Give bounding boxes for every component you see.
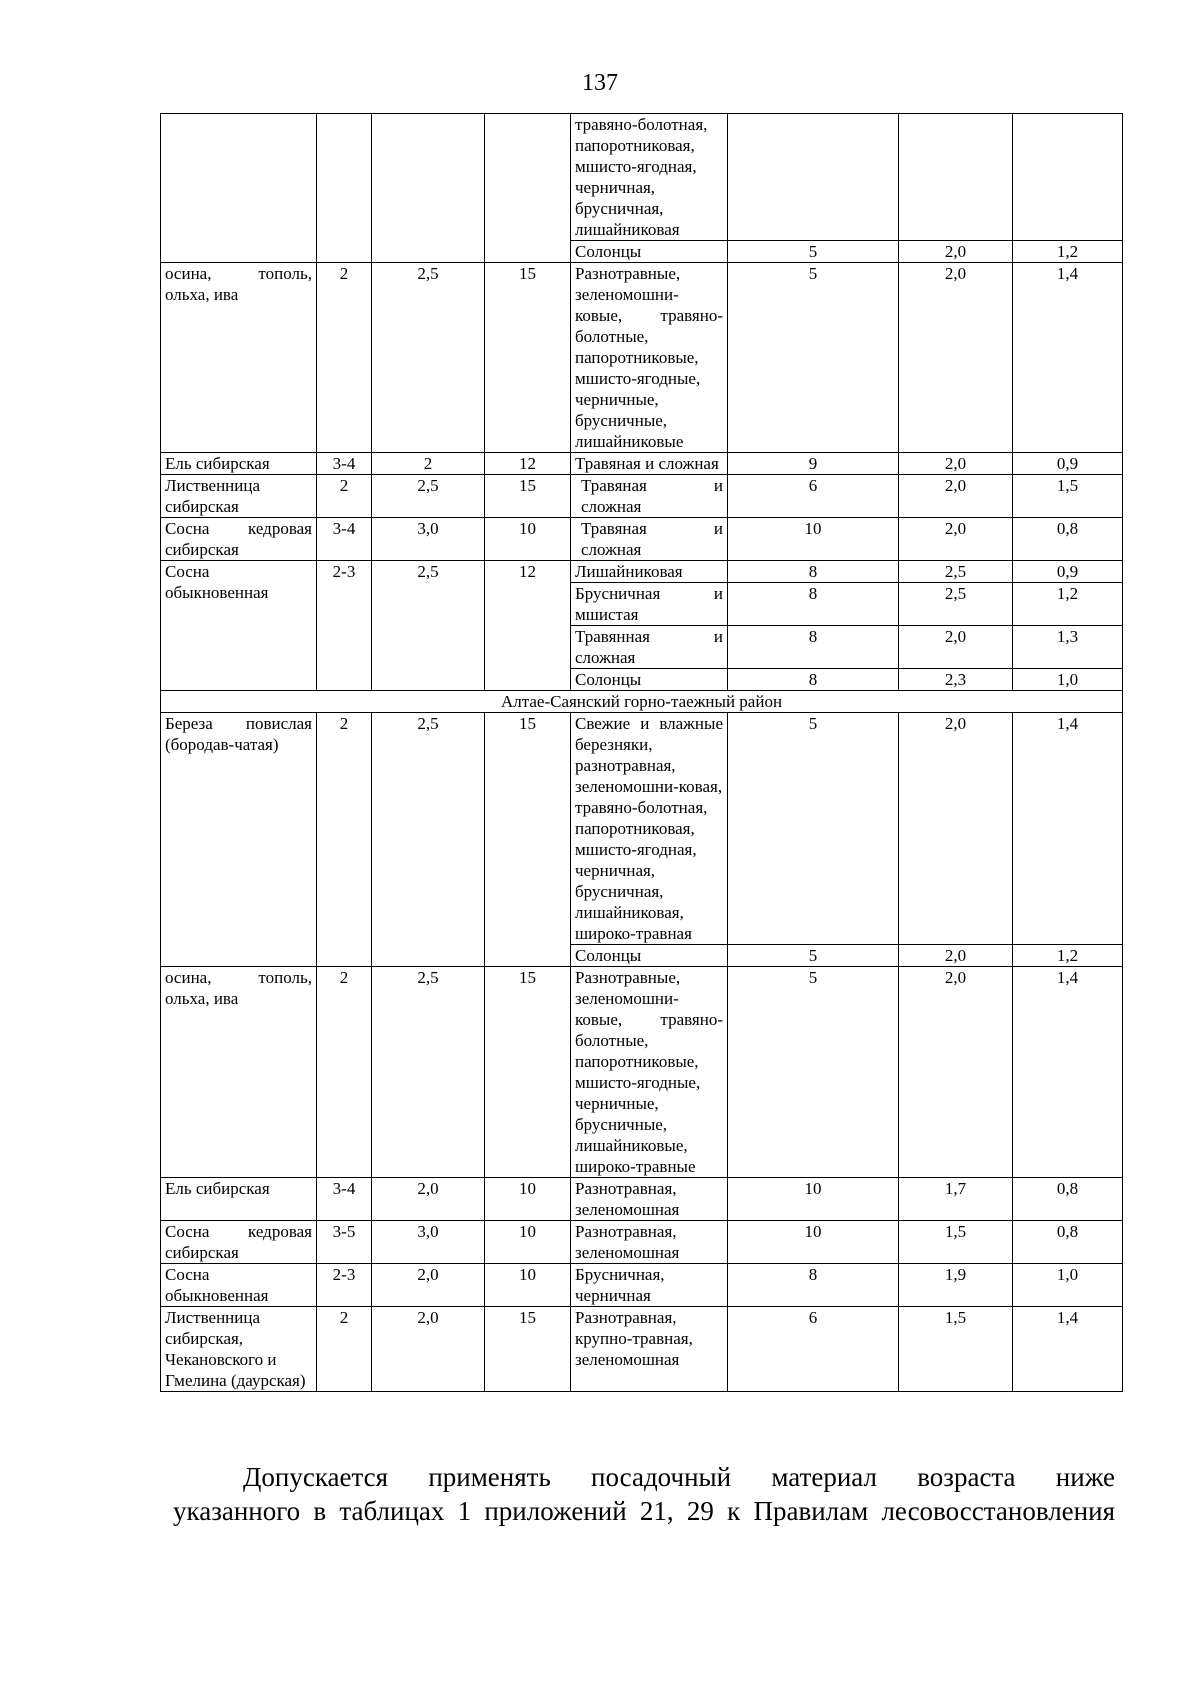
value-cell: 2,3 [899, 669, 1013, 691]
value-cell: 5 [728, 263, 899, 453]
value-cell: 5 [728, 945, 899, 967]
species-cell: осина, тополь, ольха, ива [161, 967, 317, 1178]
forest-type-cell: Травяная и сложная [571, 453, 728, 475]
value-cell: 1,2 [1013, 583, 1123, 626]
value-cell: 8 [728, 626, 899, 669]
value-cell: 1,4 [1013, 1307, 1123, 1392]
value-cell: 0,8 [1013, 1221, 1123, 1264]
value-cell [372, 114, 485, 263]
value-cell: 2-3 [317, 561, 372, 691]
value-cell: 0,8 [1013, 518, 1123, 561]
table-row [161, 453, 1123, 475]
table-row [161, 1264, 1123, 1307]
forest-type-cell: Разнотравные, зеленомошни-ковые, травяно-болотные, папоротниковые, мшисто-ягодные, черничные, брусничные, лишайниковые, широко-травные [571, 967, 728, 1178]
value-cell: 1,2 [1013, 945, 1123, 967]
value-cell [317, 114, 372, 263]
value-cell: 12 [485, 453, 571, 475]
species-cell: Сосна обыкновенная [161, 561, 317, 691]
species-cell: Сосна кедровая сибирская [161, 1221, 317, 1264]
forest-type-cell: Травяная и сложная [571, 518, 728, 561]
forest-type-cell: Солонцы [571, 241, 728, 263]
table-row [161, 518, 1123, 561]
value-cell: 10 [728, 1221, 899, 1264]
forest-type-cell: Травяная и сложная [571, 475, 728, 518]
region-header-row [161, 691, 1123, 713]
value-cell: 2,0 [899, 713, 1013, 945]
value-cell: 1,5 [1013, 475, 1123, 518]
paragraph-line: Допускается применять посадочный материал возраста ниже [243, 1462, 1115, 1492]
species-cell [161, 114, 317, 263]
value-cell: 3-4 [317, 518, 372, 561]
value-cell: 10 [485, 1221, 571, 1264]
value-cell: 2,0 [899, 263, 1013, 453]
value-cell: 2,5 [899, 583, 1013, 626]
value-cell: 1,4 [1013, 967, 1123, 1178]
value-cell: 8 [728, 561, 899, 583]
value-cell: 3,0 [372, 518, 485, 561]
value-cell: 2,0 [372, 1307, 485, 1392]
value-cell: 1,5 [899, 1221, 1013, 1264]
table-row [161, 263, 1123, 453]
value-cell [899, 114, 1013, 241]
value-cell: 2 [317, 967, 372, 1178]
value-cell: 5 [728, 241, 899, 263]
value-cell: 6 [728, 1307, 899, 1392]
value-cell [1013, 114, 1123, 241]
table-row [161, 967, 1123, 1178]
region-header: Алтае-Саянский горно-таежный район [161, 691, 1123, 713]
forest-type-cell: Лишайниковая [571, 561, 728, 583]
value-cell: 2,5 [372, 475, 485, 518]
value-cell: 10 [485, 518, 571, 561]
value-cell: 9 [728, 453, 899, 475]
value-cell: 2,5 [372, 713, 485, 967]
planting-norms-table [160, 113, 1123, 1392]
value-cell: 10 [728, 1178, 899, 1221]
page-number: 137 [582, 70, 618, 96]
forest-type-cell: Разнотравная, зеленомошная [571, 1221, 728, 1264]
value-cell: 1,5 [899, 1307, 1013, 1392]
value-cell: 15 [485, 1307, 571, 1392]
value-cell: 2,0 [899, 626, 1013, 669]
value-cell: 2 [317, 1307, 372, 1392]
value-cell: 1,0 [1013, 1264, 1123, 1307]
table-row [161, 713, 1123, 945]
species-cell: Береза повислая (бородав-чатая) [161, 713, 317, 967]
table-row [161, 475, 1123, 518]
table-row [161, 1221, 1123, 1264]
value-cell: 2-3 [317, 1264, 372, 1307]
value-cell: 1,4 [1013, 263, 1123, 453]
value-cell: 10 [728, 518, 899, 561]
value-cell: 1,9 [899, 1264, 1013, 1307]
forest-type-cell: Брусничная и мшистая [571, 583, 728, 626]
value-cell: 3,0 [372, 1221, 485, 1264]
value-cell: 8 [728, 583, 899, 626]
value-cell: 15 [485, 263, 571, 453]
value-cell: 8 [728, 1264, 899, 1307]
species-cell: осина, тополь, ольха, ива [161, 263, 317, 453]
value-cell: 5 [728, 967, 899, 1178]
value-cell: 15 [485, 967, 571, 1178]
species-cell: Лиственница сибирская [161, 475, 317, 518]
value-cell: 1,2 [1013, 241, 1123, 263]
value-cell: 2,0 [899, 241, 1013, 263]
forest-type-cell: Свежие и влажные березняки, разнотравная, зеленомошни-ковая, травяно-болотная, папоротниковая, мшисто-ягодная, черничная, брусничная, лишайниковая, широко-травная [571, 713, 728, 945]
table-row [161, 561, 1123, 583]
value-cell: 2,0 [899, 967, 1013, 1178]
forest-type-cell: травяно-болотная, папоротниковая, мшисто-ягодная, черничная, брусничная, лишайниковая [571, 114, 728, 241]
forest-type-cell: Разнотравные, зеленомошни-ковые, травяно-болотные, папоротниковые, мшисто-ягодные, черничные, брусничные, лишайниковые [571, 263, 728, 453]
forest-type-cell: Разнотравная, крупно-травная, зеленомошная [571, 1307, 728, 1392]
value-cell: 0,9 [1013, 453, 1123, 475]
value-cell: 2,0 [899, 518, 1013, 561]
value-cell: 8 [728, 669, 899, 691]
species-cell: Ель сибирская [161, 1178, 317, 1221]
species-cell: Ель сибирская [161, 453, 317, 475]
value-cell: 2,0 [899, 475, 1013, 518]
value-cell: 3-5 [317, 1221, 372, 1264]
table-row [161, 1307, 1123, 1392]
value-cell: 2 [317, 263, 372, 453]
value-cell: 1,3 [1013, 626, 1123, 669]
table-row [161, 114, 1123, 241]
value-cell: 1,4 [1013, 713, 1123, 945]
table-row [161, 1178, 1123, 1221]
value-cell: 3-4 [317, 453, 372, 475]
value-cell: 15 [485, 475, 571, 518]
value-cell: 0,8 [1013, 1178, 1123, 1221]
value-cell [485, 114, 571, 263]
value-cell: 2,5 [372, 967, 485, 1178]
value-cell: 2,0 [372, 1264, 485, 1307]
value-cell: 2,5 [899, 561, 1013, 583]
species-cell: Лиственница сибирская, Чекановского и Гмелина (даурская) [161, 1307, 317, 1392]
value-cell: 5 [728, 713, 899, 945]
forest-type-cell: Солонцы [571, 669, 728, 691]
value-cell: 15 [485, 713, 571, 967]
value-cell: 10 [485, 1264, 571, 1307]
value-cell: 2,5 [372, 561, 485, 691]
value-cell: 1,0 [1013, 669, 1123, 691]
value-cell: 2,0 [372, 1178, 485, 1221]
value-cell [728, 114, 899, 241]
value-cell: 2,0 [899, 453, 1013, 475]
value-cell: 10 [485, 1178, 571, 1221]
species-cell: Сосна кедровая сибирская [161, 518, 317, 561]
forest-type-cell: Брусничная, черничная [571, 1264, 728, 1307]
value-cell: 3-4 [317, 1178, 372, 1221]
forest-type-cell: Травянная и сложная [571, 626, 728, 669]
value-cell: 12 [485, 561, 571, 691]
value-cell: 1,7 [899, 1178, 1013, 1221]
value-cell: 2 [317, 475, 372, 518]
value-cell: 2,0 [899, 945, 1013, 967]
forest-type-cell: Солонцы [571, 945, 728, 967]
paragraph-line: указанного в таблицах 1 приложений 21, 29 к Правилам лесовосстановления [173, 1496, 1115, 1526]
value-cell: 2,5 [372, 263, 485, 453]
value-cell: 2 [372, 453, 485, 475]
species-cell: Сосна обыкновенная [161, 1264, 317, 1307]
body-paragraph [173, 1460, 1115, 1528]
value-cell: 0,9 [1013, 561, 1123, 583]
value-cell: 2 [317, 713, 372, 967]
value-cell: 6 [728, 475, 899, 518]
forest-type-cell: Разнотравная, зеленомошная [571, 1178, 728, 1221]
